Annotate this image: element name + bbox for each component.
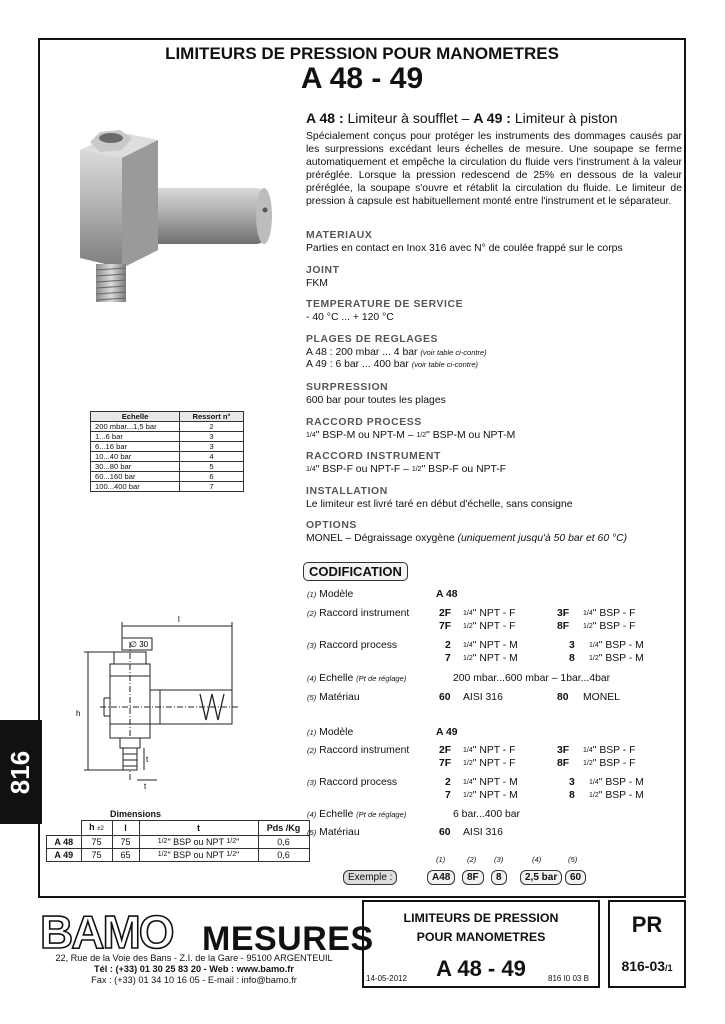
example-code-4: 2,5 bar bbox=[520, 870, 562, 885]
spring-table: Echelle Ressort n° 200 mbar...1,5 bar 2 1...6 bar 3 6...16 bar 3 10...40 bar 4 30...80 bar 5 60...160 bar 6 100...400 bar 7 bbox=[90, 411, 244, 492]
code-materiau-a49: (5) Matériau bbox=[307, 827, 360, 838]
section-materiaux: MATERIAUX Parties en contact en Inox 316 avec N° de coulée frappé sur le corps bbox=[306, 230, 623, 254]
example-code-2: 8F bbox=[462, 870, 484, 885]
table-row: A 48 75 75 $^{1/2}$" BSP ou NPT $^{1/2}$" 0,6 bbox=[47, 836, 310, 849]
side-tab: 816 bbox=[0, 720, 42, 824]
section-raccord-process: RACCORD PROCESS $^{1/4}$" BSP-M ou NPT-M – $^{1/2}$" BSP-M ou NPT-M bbox=[306, 417, 516, 441]
example-label: Exemple : bbox=[343, 870, 397, 885]
fax-email: Fax : (+33) 01 34 10 16 05 - E-mail : info@bamo.fr bbox=[91, 975, 297, 985]
description: Spécialement conçus pour protéger les instruments des dommages causés par les surpressions excédant leurs échelles de mesure. Une soupape se ferme automatiquement et empêche la circulation du fluide vers l'instrument à la valeur préréglée. Lorsque la pression redescend de 25% en dessous de la valeur préréglée, la soupape s'ouvre et rétablit la circulation du fluide. Le limiteur de pression à capsule est habituellement monté entre l'instrument et le séparateur. bbox=[306, 131, 682, 207]
dimensions-title: Dimensions bbox=[110, 809, 162, 819]
section-installation: INSTALLATION Le limiteur est livré taré en début d'échelle, sans consigne bbox=[306, 486, 573, 510]
example-code-1: A48 bbox=[427, 870, 455, 885]
dim-t-label: t bbox=[146, 755, 149, 764]
phone-web: Tél : (+33) 01 30 25 83 20 - Web : www.bamo.fr bbox=[94, 964, 294, 974]
code-rp-a48: (3) Raccord process bbox=[307, 640, 398, 651]
model-title: A 48 - 49 bbox=[300, 62, 424, 95]
codification-title: CODIFICATION bbox=[303, 562, 408, 581]
section-surpression: SURPRESSION 600 bar pour toutes les plages bbox=[306, 382, 446, 406]
pr-code: PR bbox=[631, 912, 663, 937]
page-number: 816-03/1 bbox=[621, 958, 673, 974]
example-code-3: 8 bbox=[491, 870, 507, 885]
code-rp-a48-opts: 2 $^{1/4}$" NPT - M 3 $^{1/4}$" BSP - M 7 $^{1/2}$" NPT - M 8 $^{1/2}$" BSP - M bbox=[445, 640, 644, 664]
dim-l-label: l bbox=[178, 615, 180, 624]
technical-drawing bbox=[60, 612, 250, 792]
code-ri-a49: (2) Raccord instrument bbox=[307, 745, 410, 756]
section-temperature: TEMPERATURE DE SERVICE - 40 °C ... + 120 °C bbox=[306, 299, 464, 323]
code-materiau-a48: (5) Matériau bbox=[307, 692, 360, 703]
code-echelle-a49: (4) Echelle (Pt de réglage) bbox=[307, 809, 407, 820]
footer-title-1: LIMITEURS DE PRESSION bbox=[403, 911, 559, 925]
code-modele-a48: (1) Modèle bbox=[307, 589, 354, 600]
product-photo bbox=[60, 118, 300, 304]
section-raccord-instrument: RACCORD INSTRUMENT $^{1/4}$" BSP-F ou NPT-F – $^{1/2}$" BSP-F ou NPT-F bbox=[306, 451, 507, 475]
example-code-5: 60 bbox=[565, 870, 586, 885]
table-row: 30...80 bar 5 bbox=[91, 462, 244, 472]
code-rp-a49: (3) Raccord process bbox=[307, 777, 398, 788]
section-joint: JOINT FKM bbox=[306, 265, 340, 289]
code-modele-a49: (1) Modèle bbox=[307, 727, 354, 738]
page-title: LIMITEURS DE PRESSION POUR MANOMETRES bbox=[165, 44, 559, 63]
table-row: 100...400 bar 7 bbox=[91, 482, 244, 492]
address: 22, Rue de la Voie des Bans - Z.I. de la Gare - 95100 ARGENTEUIL bbox=[55, 953, 333, 963]
dim-h-label: h bbox=[76, 709, 81, 718]
svg-text:BAMO: BAMO bbox=[40, 910, 173, 952]
code-rp-a49-opts: 2 $^{1/4}$" NPT - M 3 $^{1/4}$" BSP - M 7 $^{1/2}$" NPT - M 8 $^{1/2}$" BSP - M bbox=[445, 777, 644, 801]
footer-ref: 816 I0 03 B bbox=[548, 974, 589, 983]
bamo-logo bbox=[40, 910, 200, 952]
code-ri-a49-opts: 2F $^{1/4}$" NPT - F 3F $^{1/4}$" BSP - F 7F $^{1/2}$" NPT - F 8F $^{1/2}$" BSP - F bbox=[439, 745, 636, 769]
code-ri-a48: (2) Raccord instrument bbox=[307, 608, 410, 619]
subtitle: A 48 : Limiteur à soufflet – A 49 : Limiteur à piston bbox=[306, 110, 618, 126]
footer-title-2: POUR MANOMETRES bbox=[416, 930, 546, 944]
section-options: OPTIONS MONEL – Dégraissage oxygène (uniquement jusqu'à 50 bar et 60 °C) bbox=[306, 520, 628, 544]
table-row: A 49 75 65 $^{1/2}$" BSP ou NPT $^{1/2}$" 0,6 bbox=[47, 849, 310, 862]
dimensions-table: h ±2 l t Pds /Kg A 48 75 75 $^{1/2}$" BSP ou NPT $^{1/2}$" 0,6 A 49 75 65 $^{1/2}$" BSP ou NPT $^{1/2}$" 0,6 bbox=[46, 820, 310, 862]
section-plages: PLAGES DE REGLAGES A 48 : 200 mbar ... 4 bar (voir table ci-contre) A 49 : 6 bar ... 400 bar (voir table ci-contre) bbox=[306, 334, 487, 371]
footer-model: A 48 - 49 bbox=[436, 956, 526, 981]
table-row: 60...160 bar 6 bbox=[91, 472, 244, 482]
table-row: 1...6 bar 3 bbox=[91, 432, 244, 442]
table-row: 6...16 bar 3 bbox=[91, 442, 244, 452]
diameter-label: ∅ 30 bbox=[130, 640, 149, 649]
code-ri-a48-opts: 2F $^{1/4}$" NPT - F 3F $^{1/4}$" BSP - F 7F $^{1/2}$" NPT - F 8F $^{1/2}$" BSP - F bbox=[439, 608, 636, 632]
table-row: 200 mbar...1,5 bar 2 bbox=[91, 422, 244, 432]
code-echelle-a48: (4) Echelle (Pt de réglage) bbox=[307, 673, 407, 684]
brand-mesures: MESURES bbox=[202, 920, 374, 958]
table-row: 10...40 bar 4 bbox=[91, 452, 244, 462]
dim-t-label-2: t bbox=[144, 782, 147, 791]
footer-date: 14-05-2012 bbox=[366, 974, 407, 983]
